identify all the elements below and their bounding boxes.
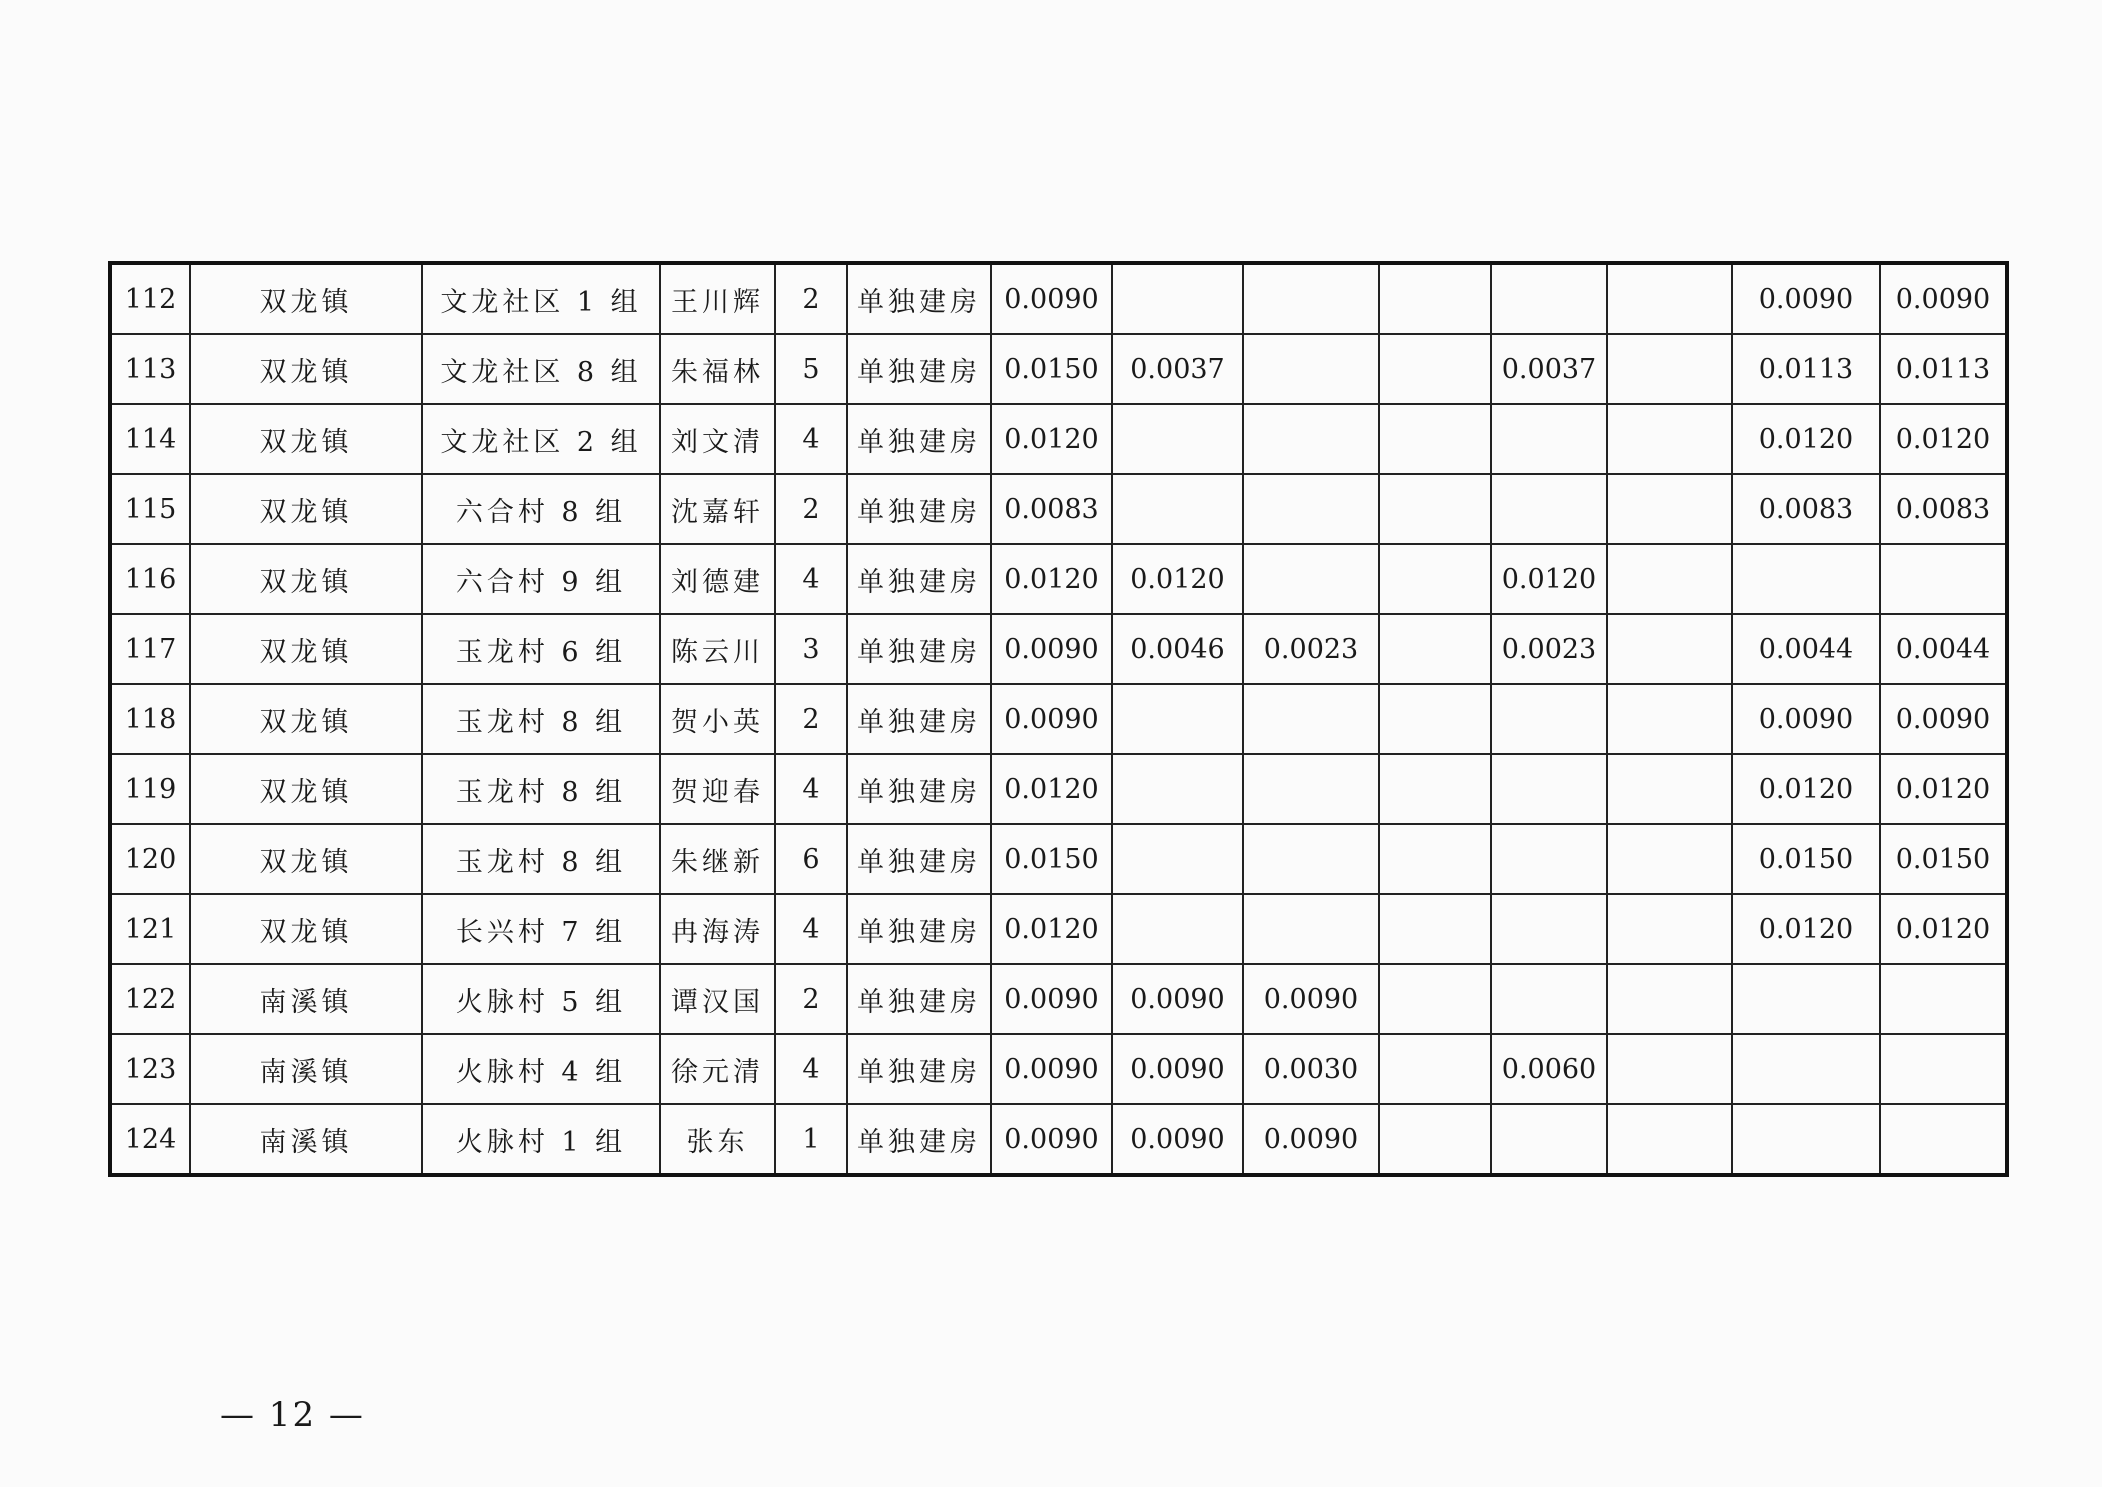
col-14-cell bbox=[1880, 964, 2007, 1034]
col-10-cell bbox=[1379, 894, 1491, 964]
construction-type-cell: 单独建房 bbox=[847, 334, 991, 404]
household-size-cell: 1 bbox=[775, 1104, 847, 1175]
col-10-cell bbox=[1379, 474, 1491, 544]
col-8-cell bbox=[1112, 263, 1243, 334]
town-cell: 双龙镇 bbox=[190, 824, 422, 894]
town-cell: 南溪镇 bbox=[190, 1034, 422, 1104]
town-cell: 双龙镇 bbox=[190, 334, 422, 404]
applicant-name-cell: 徐元清 bbox=[660, 1034, 775, 1104]
household-size-cell: 4 bbox=[775, 894, 847, 964]
town-cell: 双龙镇 bbox=[190, 544, 422, 614]
serial-number-cell: 115 bbox=[110, 474, 190, 544]
col-10-cell bbox=[1379, 754, 1491, 824]
col-14-cell: 0.0120 bbox=[1880, 754, 2007, 824]
table-body bbox=[110, 263, 2007, 1175]
applicant-name-cell: 张东 bbox=[660, 1104, 775, 1175]
total-area-cell: 0.0090 bbox=[991, 964, 1112, 1034]
col-11-cell: 0.0023 bbox=[1491, 614, 1607, 684]
col-10-cell bbox=[1379, 684, 1491, 754]
col-9-cell: 0.0090 bbox=[1243, 1104, 1379, 1175]
town-cell: 双龙镇 bbox=[190, 614, 422, 684]
town-cell: 双龙镇 bbox=[190, 474, 422, 544]
col-14-cell: 0.0083 bbox=[1880, 474, 2007, 544]
col-9-cell bbox=[1243, 334, 1379, 404]
serial-number-cell: 123 bbox=[110, 1034, 190, 1104]
col-12-cell bbox=[1607, 754, 1732, 824]
applicant-name-cell: 贺小英 bbox=[660, 684, 775, 754]
applicant-name-cell: 朱福林 bbox=[660, 334, 775, 404]
col-12-cell bbox=[1607, 614, 1732, 684]
table-row bbox=[110, 263, 2007, 334]
col-12-cell bbox=[1607, 1034, 1732, 1104]
col-11-cell bbox=[1491, 754, 1607, 824]
col-13-cell: 0.0044 bbox=[1732, 614, 1880, 684]
total-area-cell: 0.0150 bbox=[991, 334, 1112, 404]
table-row bbox=[110, 684, 2007, 754]
serial-number-cell: 119 bbox=[110, 754, 190, 824]
col-10-cell bbox=[1379, 404, 1491, 474]
col-14-cell bbox=[1880, 1034, 2007, 1104]
col-11-cell bbox=[1491, 404, 1607, 474]
col-9-cell: 0.0023 bbox=[1243, 614, 1379, 684]
col-13-cell bbox=[1732, 544, 1880, 614]
col-12-cell bbox=[1607, 334, 1732, 404]
page-number: — 12 — bbox=[220, 1395, 365, 1435]
table-row bbox=[110, 474, 2007, 544]
applicant-name-cell: 刘德建 bbox=[660, 544, 775, 614]
village-group-cell: 玉龙村 8 组 bbox=[422, 684, 660, 754]
col-10-cell bbox=[1379, 1034, 1491, 1104]
col-12-cell bbox=[1607, 824, 1732, 894]
col-12-cell bbox=[1607, 474, 1732, 544]
town-cell: 双龙镇 bbox=[190, 404, 422, 474]
village-group-cell: 六合村 9 组 bbox=[422, 544, 660, 614]
town-cell: 双龙镇 bbox=[190, 754, 422, 824]
table-row bbox=[110, 404, 2007, 474]
household-size-cell: 2 bbox=[775, 684, 847, 754]
construction-type-cell: 单独建房 bbox=[847, 894, 991, 964]
village-group-cell: 火脉村 4 组 bbox=[422, 1034, 660, 1104]
col-10-cell bbox=[1379, 824, 1491, 894]
col-8-cell: 0.0120 bbox=[1112, 544, 1243, 614]
applicant-name-cell: 刘文清 bbox=[660, 404, 775, 474]
serial-number-cell: 117 bbox=[110, 614, 190, 684]
total-area-cell: 0.0120 bbox=[991, 894, 1112, 964]
col-11-cell bbox=[1491, 964, 1607, 1034]
table-row bbox=[110, 1034, 2007, 1104]
village-group-cell: 玉龙村 6 组 bbox=[422, 614, 660, 684]
household-size-cell: 2 bbox=[775, 964, 847, 1034]
col-10-cell bbox=[1379, 614, 1491, 684]
col-14-cell bbox=[1880, 1104, 2007, 1175]
village-group-cell: 文龙社区 1 组 bbox=[422, 263, 660, 334]
household-size-cell: 2 bbox=[775, 263, 847, 334]
town-cell: 双龙镇 bbox=[190, 894, 422, 964]
col-9-cell bbox=[1243, 894, 1379, 964]
col-11-cell bbox=[1491, 263, 1607, 334]
table-row bbox=[110, 894, 2007, 964]
col-10-cell bbox=[1379, 334, 1491, 404]
col-14-cell: 0.0090 bbox=[1880, 684, 2007, 754]
village-group-cell: 长兴村 7 组 bbox=[422, 894, 660, 964]
applicant-name-cell: 王川辉 bbox=[660, 263, 775, 334]
village-group-cell: 文龙社区 2 组 bbox=[422, 404, 660, 474]
construction-type-cell: 单独建房 bbox=[847, 404, 991, 474]
household-size-cell: 4 bbox=[775, 404, 847, 474]
applicant-name-cell: 谭汉国 bbox=[660, 964, 775, 1034]
applicant-name-cell: 冉海涛 bbox=[660, 894, 775, 964]
col-14-cell: 0.0090 bbox=[1880, 263, 2007, 334]
col-13-cell: 0.0150 bbox=[1732, 824, 1880, 894]
village-group-cell: 玉龙村 8 组 bbox=[422, 754, 660, 824]
col-13-cell: 0.0113 bbox=[1732, 334, 1880, 404]
total-area-cell: 0.0090 bbox=[991, 1034, 1112, 1104]
col-11-cell: 0.0037 bbox=[1491, 334, 1607, 404]
col-14-cell bbox=[1880, 544, 2007, 614]
table-row bbox=[110, 964, 2007, 1034]
col-14-cell: 0.0120 bbox=[1880, 404, 2007, 474]
col-9-cell bbox=[1243, 754, 1379, 824]
col-8-cell bbox=[1112, 824, 1243, 894]
serial-number-cell: 113 bbox=[110, 334, 190, 404]
col-11-cell: 0.0120 bbox=[1491, 544, 1607, 614]
table-row bbox=[110, 1104, 2007, 1175]
serial-number-cell: 112 bbox=[110, 263, 190, 334]
total-area-cell: 0.0090 bbox=[991, 684, 1112, 754]
col-8-cell: 0.0046 bbox=[1112, 614, 1243, 684]
col-10-cell bbox=[1379, 263, 1491, 334]
col-8-cell: 0.0090 bbox=[1112, 964, 1243, 1034]
table-row bbox=[110, 614, 2007, 684]
construction-type-cell: 单独建房 bbox=[847, 1104, 991, 1175]
serial-number-cell: 124 bbox=[110, 1104, 190, 1175]
village-group-cell: 玉龙村 8 组 bbox=[422, 824, 660, 894]
household-size-cell: 3 bbox=[775, 614, 847, 684]
col-9-cell bbox=[1243, 544, 1379, 614]
household-size-cell: 5 bbox=[775, 334, 847, 404]
col-14-cell: 0.0044 bbox=[1880, 614, 2007, 684]
construction-type-cell: 单独建房 bbox=[847, 824, 991, 894]
col-9-cell: 0.0090 bbox=[1243, 964, 1379, 1034]
total-area-cell: 0.0120 bbox=[991, 404, 1112, 474]
table-row bbox=[110, 824, 2007, 894]
col-14-cell: 0.0113 bbox=[1880, 334, 2007, 404]
col-13-cell: 0.0120 bbox=[1732, 404, 1880, 474]
col-13-cell: 0.0120 bbox=[1732, 754, 1880, 824]
col-13-cell: 0.0120 bbox=[1732, 894, 1880, 964]
total-area-cell: 0.0150 bbox=[991, 824, 1112, 894]
household-size-cell: 4 bbox=[775, 754, 847, 824]
total-area-cell: 0.0120 bbox=[991, 754, 1112, 824]
applicant-name-cell: 朱继新 bbox=[660, 824, 775, 894]
col-8-cell bbox=[1112, 894, 1243, 964]
col-13-cell bbox=[1732, 1034, 1880, 1104]
construction-type-cell: 单独建房 bbox=[847, 684, 991, 754]
serial-number-cell: 122 bbox=[110, 964, 190, 1034]
col-13-cell: 0.0090 bbox=[1732, 684, 1880, 754]
construction-type-cell: 单独建房 bbox=[847, 754, 991, 824]
col-8-cell bbox=[1112, 754, 1243, 824]
col-13-cell: 0.0083 bbox=[1732, 474, 1880, 544]
construction-type-cell: 单独建房 bbox=[847, 263, 991, 334]
col-12-cell bbox=[1607, 684, 1732, 754]
col-10-cell bbox=[1379, 544, 1491, 614]
col-14-cell: 0.0150 bbox=[1880, 824, 2007, 894]
household-size-cell: 4 bbox=[775, 544, 847, 614]
household-size-cell: 2 bbox=[775, 474, 847, 544]
applicant-name-cell: 陈云川 bbox=[660, 614, 775, 684]
village-group-cell: 火脉村 5 组 bbox=[422, 964, 660, 1034]
col-12-cell bbox=[1607, 964, 1732, 1034]
household-size-cell: 4 bbox=[775, 1034, 847, 1104]
col-12-cell bbox=[1607, 263, 1732, 334]
construction-type-cell: 单独建房 bbox=[847, 614, 991, 684]
table-row bbox=[110, 754, 2007, 824]
col-10-cell bbox=[1379, 1104, 1491, 1175]
total-area-cell: 0.0090 bbox=[991, 263, 1112, 334]
table-row bbox=[110, 544, 2007, 614]
construction-type-cell: 单独建房 bbox=[847, 544, 991, 614]
col-8-cell bbox=[1112, 684, 1243, 754]
serial-number-cell: 121 bbox=[110, 894, 190, 964]
total-area-cell: 0.0083 bbox=[991, 474, 1112, 544]
construction-type-cell: 单独建房 bbox=[847, 474, 991, 544]
col-12-cell bbox=[1607, 894, 1732, 964]
col-13-cell bbox=[1732, 1104, 1880, 1175]
construction-type-cell: 单独建房 bbox=[847, 1034, 991, 1104]
total-area-cell: 0.0120 bbox=[991, 544, 1112, 614]
col-14-cell: 0.0120 bbox=[1880, 894, 2007, 964]
village-group-cell: 火脉村 1 组 bbox=[422, 1104, 660, 1175]
serial-number-cell: 118 bbox=[110, 684, 190, 754]
town-cell: 南溪镇 bbox=[190, 1104, 422, 1175]
village-group-cell: 六合村 8 组 bbox=[422, 474, 660, 544]
col-9-cell bbox=[1243, 263, 1379, 334]
col-11-cell bbox=[1491, 894, 1607, 964]
serial-number-cell: 120 bbox=[110, 824, 190, 894]
col-12-cell bbox=[1607, 404, 1732, 474]
col-8-cell: 0.0090 bbox=[1112, 1104, 1243, 1175]
land-use-table bbox=[108, 261, 2009, 1177]
total-area-cell: 0.0090 bbox=[991, 614, 1112, 684]
construction-type-cell: 单独建房 bbox=[847, 964, 991, 1034]
col-9-cell: 0.0030 bbox=[1243, 1034, 1379, 1104]
col-11-cell bbox=[1491, 474, 1607, 544]
town-cell: 南溪镇 bbox=[190, 964, 422, 1034]
col-8-cell: 0.0090 bbox=[1112, 1034, 1243, 1104]
table-row bbox=[110, 334, 2007, 404]
col-12-cell bbox=[1607, 544, 1732, 614]
town-cell: 双龙镇 bbox=[190, 263, 422, 334]
col-11-cell: 0.0060 bbox=[1491, 1034, 1607, 1104]
serial-number-cell: 116 bbox=[110, 544, 190, 614]
col-9-cell bbox=[1243, 404, 1379, 474]
col-11-cell bbox=[1491, 1104, 1607, 1175]
col-11-cell bbox=[1491, 684, 1607, 754]
applicant-name-cell: 贺迎春 bbox=[660, 754, 775, 824]
col-12-cell bbox=[1607, 1104, 1732, 1175]
total-area-cell: 0.0090 bbox=[991, 1104, 1112, 1175]
col-13-cell bbox=[1732, 964, 1880, 1034]
applicant-name-cell: 沈嘉轩 bbox=[660, 474, 775, 544]
village-group-cell: 文龙社区 8 组 bbox=[422, 334, 660, 404]
col-8-cell bbox=[1112, 474, 1243, 544]
col-11-cell bbox=[1491, 824, 1607, 894]
serial-number-cell: 114 bbox=[110, 404, 190, 474]
town-cell: 双龙镇 bbox=[190, 684, 422, 754]
household-size-cell: 6 bbox=[775, 824, 847, 894]
col-13-cell: 0.0090 bbox=[1732, 263, 1880, 334]
col-9-cell bbox=[1243, 824, 1379, 894]
col-8-cell bbox=[1112, 404, 1243, 474]
col-9-cell bbox=[1243, 474, 1379, 544]
col-10-cell bbox=[1379, 964, 1491, 1034]
col-9-cell bbox=[1243, 684, 1379, 754]
col-8-cell: 0.0037 bbox=[1112, 334, 1243, 404]
